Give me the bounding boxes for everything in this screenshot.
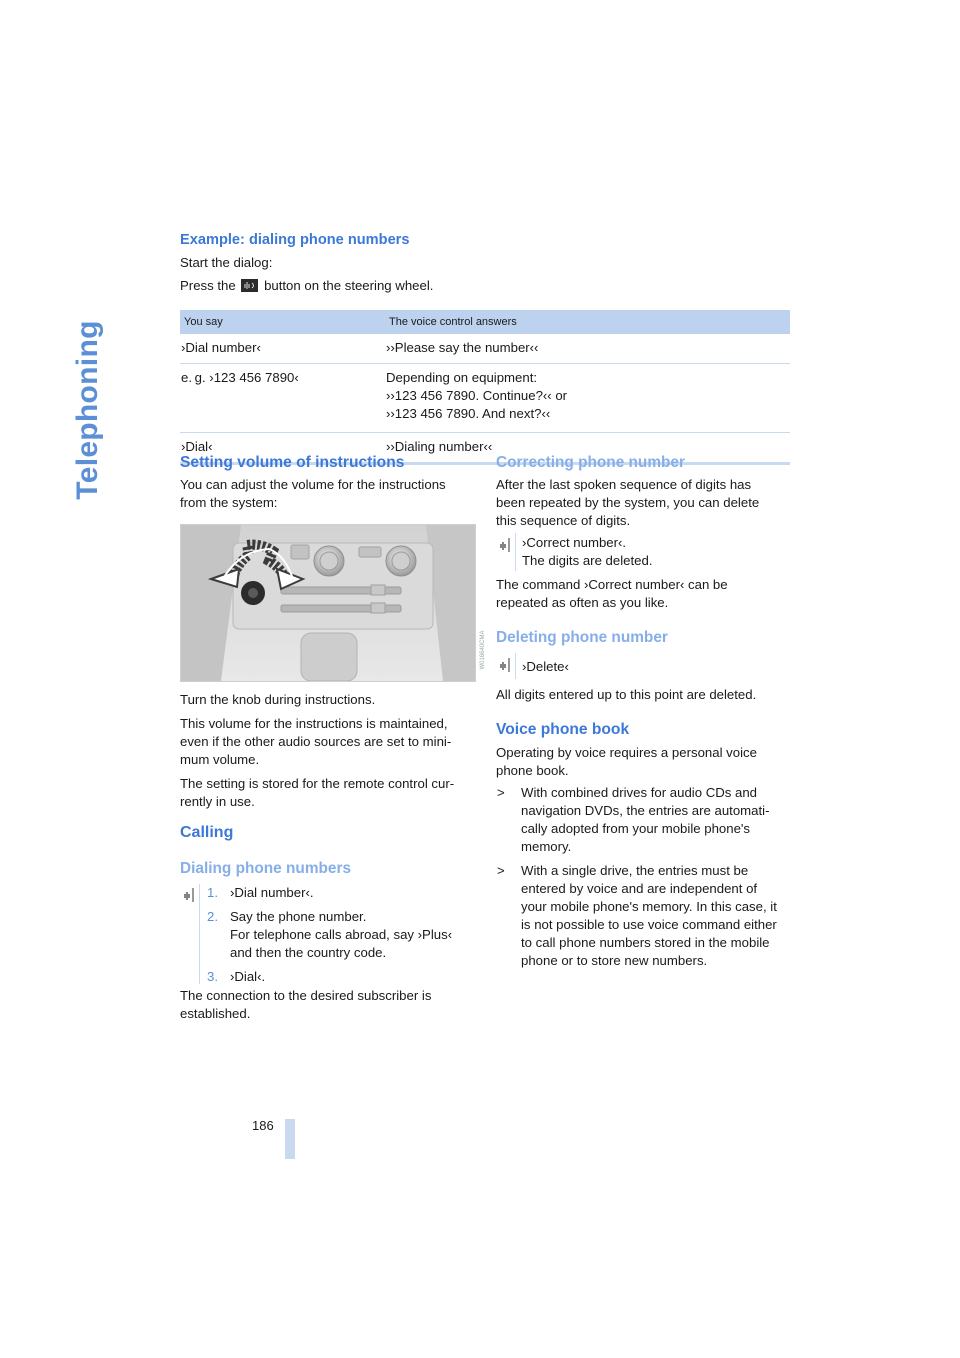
volume-intro-line: You can adjust the volume for the instructions — [180, 477, 446, 492]
table-header-you-say: You say — [180, 310, 385, 334]
correcting-after — [496, 576, 792, 612]
correcting-command-block — [522, 534, 790, 570]
command-divider — [199, 884, 200, 984]
list-item-line: With combined drives for audio CDs and — [521, 785, 758, 800]
command-divider — [515, 653, 516, 679]
voice-dialog-table — [180, 310, 790, 465]
image-code-text: W016640CMA — [480, 630, 486, 670]
bullet-marker: > — [497, 785, 505, 800]
table-cell-you-say: ›Dial number‹ — [180, 334, 385, 364]
voice-command-icon — [183, 886, 199, 904]
voice-command-icon — [499, 536, 515, 554]
correcting-after-line: The command ›Correct number‹ can be — [496, 577, 728, 592]
answer-line: ››123 456 7890. And next?‹‹ — [386, 406, 551, 421]
list-item-line: phone or to store new numbers. — [521, 953, 708, 968]
table-cell-you-say: e. g. ›123 456 7890‹ — [180, 364, 385, 433]
example-line-2-after: button on the steering wheel. — [264, 278, 434, 293]
table-cell-answer: ››Please say the number‹‹ — [385, 334, 790, 364]
step-line: and then the country code. — [230, 945, 387, 960]
list-item-line: memory. — [521, 839, 572, 854]
table-row — [180, 364, 790, 433]
phonebook-intro — [496, 744, 792, 780]
list-item — [497, 862, 792, 970]
list-item-line: entered by voice and are independent of — [521, 881, 758, 896]
deleting-after: All digits entered up to this point are deleted. — [496, 687, 757, 702]
list-item-line: cally adopted from your mobile phone's — [521, 821, 751, 836]
correcting-intro — [496, 476, 792, 530]
step-number: 3. — [207, 969, 218, 984]
phonebook-intro-line: Operating by voice requires a personal voice — [496, 745, 757, 760]
chapter-title: Telephoning — [71, 320, 104, 500]
example-line-2 — [180, 277, 433, 295]
deleting-heading: Deleting phone number — [496, 629, 668, 646]
answer-line: ››123 456 7890. Continue?‹‹ or — [386, 388, 568, 403]
list-item-line: navigation DVDs, the entries are automati- — [521, 803, 770, 818]
volume-paragraph: Turn the knob during instructions. — [180, 692, 376, 707]
step-number: 2. — [207, 909, 218, 924]
example-heading: Example: dialing phone numbers — [180, 232, 410, 248]
knob-illustration — [180, 524, 476, 682]
table-cell-you-say: ›Dial‹ — [180, 433, 385, 464]
correcting-after-line: repeated as often as you like. — [496, 595, 669, 610]
dialing-subheading: Dialing phone numbers — [180, 860, 352, 877]
correcting-intro-line: After the last spoken sequence of digits has — [496, 477, 752, 492]
table-cell-answer: ››Dialing number‹‹ — [385, 433, 790, 464]
answer-line: Depending on equipment: — [386, 370, 538, 385]
closing-line: The connection to the desired subscriber is — [180, 988, 432, 1003]
voice-button-icon — [241, 279, 258, 292]
calling-closing — [180, 987, 472, 1023]
step-item — [207, 908, 477, 962]
correcting-intro-line: been repeated by the system, you can delete — [496, 495, 760, 510]
list-item — [497, 784, 792, 856]
step-line: For telephone calls abroad, say ›Plus‹ — [230, 927, 453, 942]
volume-intro-line: from the system: — [180, 495, 278, 510]
voice-command-icon — [499, 656, 515, 674]
step-line: ›Dial number‹. — [230, 885, 314, 900]
volume-intro — [180, 476, 480, 512]
phonebook-heading: Voice phone book — [496, 721, 630, 738]
dialing-steps — [207, 884, 477, 992]
phonebook-list — [497, 784, 792, 976]
delete-command: ›Delete‹ — [522, 659, 569, 674]
volume-after — [180, 691, 472, 817]
volume-paragraph: This volume for the instructions is maintained, even if the other audio sources are set to mini-mum volume. — [180, 716, 452, 767]
step-line: ›Dial‹. — [230, 969, 266, 984]
correcting-intro-line: this sequence of digits. — [496, 513, 631, 528]
step-item — [207, 968, 477, 986]
image-code — [478, 622, 488, 678]
correct-command: ›Correct number‹. — [522, 535, 627, 550]
calling-heading: Calling — [180, 824, 234, 841]
table-header-answers: The voice control answers — [385, 310, 790, 334]
list-item-line: your mobile phone's memory. In this case, it — [521, 899, 777, 914]
list-item-line: to call phone numbers stored in the mobile — [521, 935, 770, 950]
correcting-heading: Correcting phone number — [496, 454, 685, 471]
phonebook-intro-line: phone book. — [496, 763, 569, 778]
step-item — [207, 884, 477, 902]
closing-line: established. — [180, 1006, 251, 1021]
volume-heading: Setting volume of instructions — [180, 454, 405, 471]
command-divider — [515, 533, 516, 571]
example-line-1: Start the dialog: — [180, 255, 273, 270]
table-cell-answer — [385, 364, 790, 433]
list-item-line: is not possible to use voice command either — [521, 917, 777, 932]
volume-paragraph: The setting is stored for the remote control cur-rently in use. — [180, 776, 455, 809]
table-row — [180, 334, 790, 364]
page-number: 186 — [252, 1118, 274, 1133]
example-line-2-before: Press the — [180, 278, 236, 293]
correct-result: The digits are deleted. — [522, 553, 653, 568]
step-line: Say the phone number. — [230, 909, 367, 924]
list-item-line: With a single drive, the entries must be — [521, 863, 749, 878]
page-marker-bar — [285, 1119, 295, 1159]
bullet-marker: > — [497, 863, 505, 878]
step-number: 1. — [207, 885, 218, 900]
